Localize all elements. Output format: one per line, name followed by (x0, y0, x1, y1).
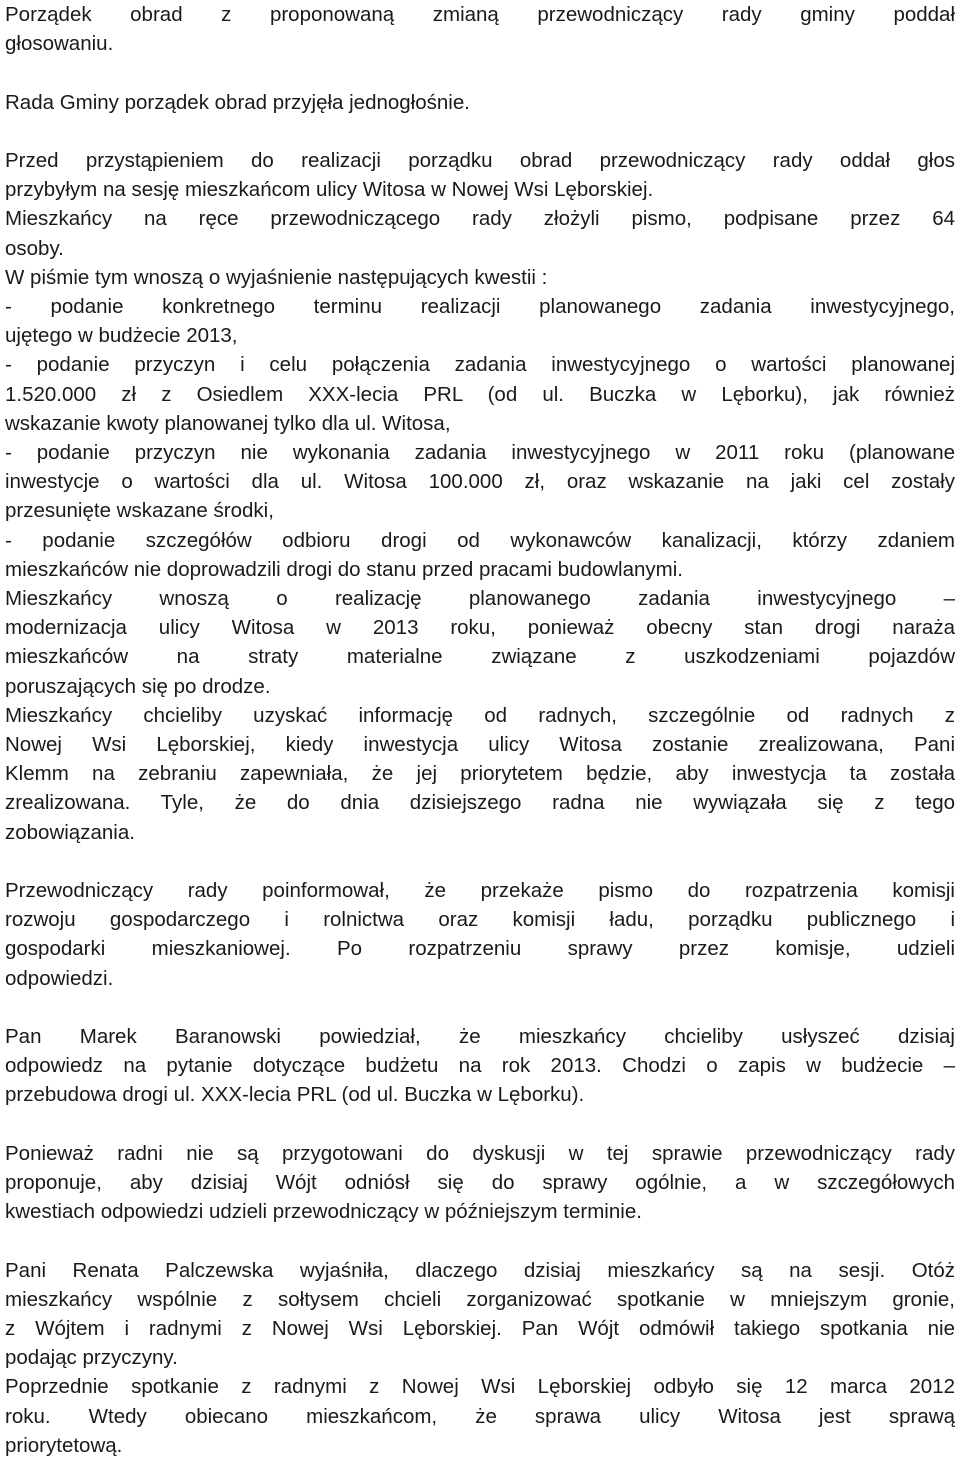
text-line: odpowiedzi. (5, 966, 114, 990)
paragraph-chairman-response (5, 876, 955, 993)
text-line: Rada Gminy porządek obrad przyjęła jednogłośnie. (5, 90, 470, 114)
text-line: głosowaniu. (5, 32, 114, 56)
paragraph-gap (5, 847, 955, 876)
text-line: inwestycje o wartości dla ul. Witosa 100.000 zł, oraz wskazanie na jaki cel zostały (5, 470, 955, 494)
text-line: Nowej Wsi Lęborskiej, kiedy inwestycja ulicy Witosa zostanie zrealizowana, Pani (5, 733, 955, 757)
text-line: z Wójtem i radnymi z Nowej Wsi Lęborskiej. Pan Wójt odmówił takiego spotkania nie (5, 1317, 955, 1341)
text-line: przybyłym na sesję mieszkańcom ulicy Witosa w Nowej Wsi Lęborskiej. (5, 178, 654, 202)
text-line: odpowiedz na pytanie dotyczące budżetu na rok 2013. Chodzi o zapis w budżecie – (5, 1054, 955, 1078)
text-line: proponuje, aby dzisiaj Wójt odniósł się do sprawy ogólnie, a w szczegółowych (5, 1171, 955, 1195)
text-line: Mieszkańcy chcieliby uzyskać informację od radnych, szczególnie od radnych z (5, 703, 955, 727)
text-line: kwestiach odpowiedzi udzieli przewodniczący w późniejszym terminie. (5, 1200, 642, 1224)
paragraph-agenda-vote (5, 0, 955, 58)
paragraph-residents-petition (5, 146, 955, 847)
paragraph-gap (5, 117, 955, 146)
text-line: ujętego w budżecie 2013, (5, 324, 238, 348)
text-line: wskazanie kwoty planowanej tylko dla ul. Witosa, (5, 411, 451, 435)
paragraph-gap (5, 58, 955, 87)
text-line: Pani Renata Palczewska wyjaśniła, dlaczego dzisiaj mieszkańcy są na sesji. Otóż (5, 1258, 955, 1282)
text-line: Przewodniczący rady poinformował, że przekaże pismo do rozpatrzenia komisji (5, 879, 955, 903)
text-line: Porządek obrad z proponowaną zmianą przewodniczący rady gminy poddał (5, 3, 955, 26)
paragraph-palczewska (5, 1256, 955, 1460)
text-line: mieszkańcy wspólnie z sołtysem chcieli zorganizować spotkanie w mniejszym gronie, (5, 1287, 955, 1311)
text-line: W piśmie tym wnoszą o wyjaśnienie następujących kwestii : (5, 265, 548, 289)
text-line: przesunięte wskazane środki, (5, 499, 274, 523)
text-line: Ponieważ radni nie są przygotowani do dyskusji w tej sprawie przewodniczący rady (5, 1141, 955, 1165)
text-line: priorytetową. (5, 1433, 123, 1457)
text-line: - podanie konkretnego terminu realizacji planowanego zadania inwestycyjnego, (5, 295, 955, 318)
paragraph-gap (5, 1110, 955, 1139)
text-line: 1.520.000 zł z Osiedlem XXX-lecia PRL (od ul. Buczka w Lęborku), jak również (5, 382, 955, 406)
text-line: zobowiązania. (5, 820, 135, 844)
text-line: mieszkańców nie doprowadzili drogi do stanu przed pracami budowlanymi. (5, 557, 683, 581)
text-line: - podanie przyczyn i celu połączenia zadania inwestycyjnego o wartości planowanej (5, 353, 955, 377)
text-line: - podanie przyczyn nie wykonania zadania inwestycyjnego w 2011 roku (planowane (5, 441, 955, 465)
text-line: Przed przystąpieniem do realizacji porządku obrad przewodniczący rady oddał głos (5, 148, 955, 172)
text-line: zrealizowana. Tyle, że do dnia dzisiejszego radna nie wywiązała się z tego (5, 791, 955, 815)
paragraph-gap (5, 1226, 955, 1255)
text-line: podając przyczyny. (5, 1346, 178, 1370)
paragraph-agenda-accepted (5, 88, 955, 117)
paragraph-councillors-not-prepared (5, 1139, 955, 1227)
text-line: Mieszkańcy na ręce przewodniczącego rady złożyli pismo, podpisane przez 64 (5, 207, 955, 231)
text-line: Poprzednie spotkanie z radnymi z Nowej Wsi Lęborskiej odbyło się 12 marca 2012 (5, 1375, 955, 1399)
text-line: modernizacja ulicy Witosa w 2013 roku, ponieważ obecny stan drogi naraża (5, 616, 955, 640)
text-line: przebudowa drogi ul. XXX-lecia PRL (od ul. Buczka w Lęborku). (5, 1083, 585, 1107)
text-line: Mieszkańcy wnoszą o realizację planowanego zadania inwestycyjnego – (5, 587, 955, 611)
text-line: Klemm na zebraniu zapewniała, że jej priorytetem będzie, aby inwestycja ta została (5, 762, 955, 786)
text-line: mieszkańców na straty materialne związane z uszkodzeniami pojazdów (5, 645, 955, 669)
text-line: poruszających się po drodze. (5, 674, 271, 698)
paragraph-gap (5, 993, 955, 1022)
text-line: roku. Wtedy obiecano mieszkańcom, że sprawa ulicy Witosa jest sprawą (5, 1404, 955, 1428)
text-line: Pan Marek Baranowski powiedział, że mieszkańcy chcieliby usłyszeć dzisiaj (5, 1025, 955, 1049)
text-line: gospodarki mieszkaniowej. Po rozpatrzeniu sprawy przez komisje, udzieli (5, 937, 955, 961)
text-line: rozwoju gospodarczego i rolnictwa oraz komisji ładu, porządku publicznego i (5, 908, 955, 932)
text-line: osoby. (5, 236, 64, 260)
text-line: - podanie szczegółów odbioru drogi od wykonawców kanalizacji, którzy zdaniem (5, 528, 955, 552)
paragraph-baranowski (5, 1022, 955, 1110)
